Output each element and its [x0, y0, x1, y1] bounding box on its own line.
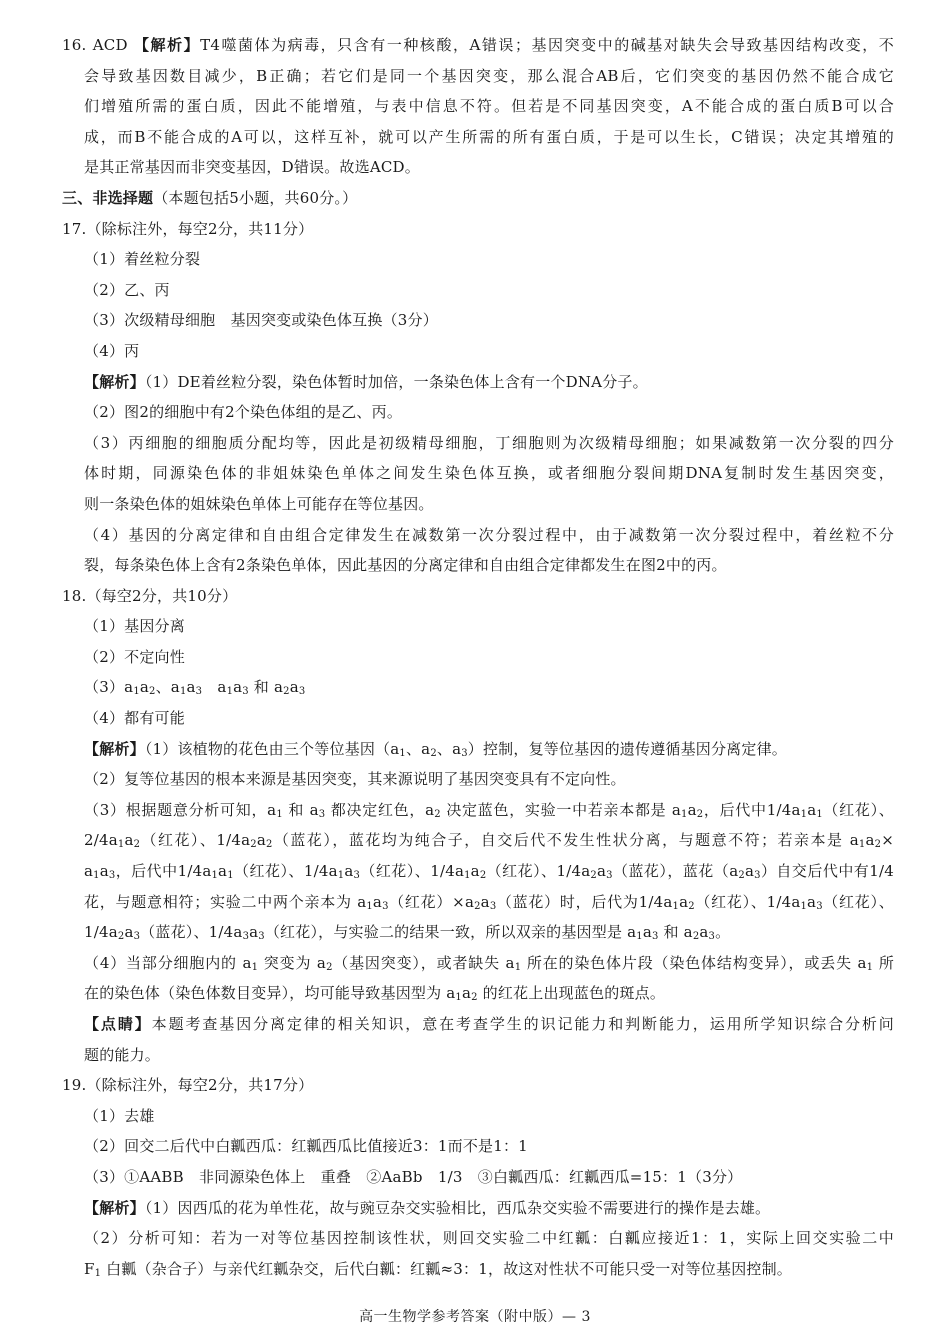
text-run: 、a: [436, 739, 462, 758]
bold-label: 【解析】: [134, 36, 201, 54]
text-line: [62, 1254, 894, 1285]
text-line: [62, 428, 894, 459]
text-run: （3）次级精母细胞 基因突变或染色体互换（3分）: [84, 311, 438, 330]
text-run: （红花）、: [822, 892, 894, 911]
text-run: 17.（除标注外，每空2分，共11分）: [62, 219, 314, 238]
subscript: 1: [227, 870, 234, 882]
text-run: 突变为 a: [258, 953, 327, 972]
text-line: [62, 1009, 894, 1040]
subscript: 1: [514, 961, 522, 973]
text-run: a: [249, 923, 259, 942]
text-line: [62, 1131, 894, 1162]
text-run: a: [289, 678, 299, 697]
subscript: 2: [434, 808, 441, 820]
text-run: （1）该植物的花色由三个等位基因（a: [144, 739, 400, 758]
text-line: [62, 61, 894, 92]
subscript: 1: [133, 686, 140, 698]
subscript: 3: [606, 870, 613, 882]
text-run: a: [744, 862, 755, 881]
text-line: [62, 458, 894, 489]
subscript: 1: [800, 808, 808, 820]
subscript: 3: [816, 900, 823, 912]
text-run: a: [807, 892, 817, 911]
text-run: a: [372, 892, 383, 911]
subscript: 1: [276, 808, 283, 820]
text-run: a: [687, 800, 697, 819]
text-run: 和 a: [658, 923, 693, 942]
subscript: 2: [133, 839, 141, 851]
text-run: （2）乙、丙: [84, 280, 170, 299]
text-run: （4）基因的分离定律和自由组合定律发生在减数第一次分裂过程中，由于减数第一次分裂过程中，着丝粒不分: [84, 525, 894, 544]
text-run: （1）去雄: [84, 1106, 155, 1125]
subscript: 2: [117, 931, 125, 943]
bold-label: 三、非选择题: [62, 188, 154, 207]
subscript: 3: [461, 747, 468, 759]
text-line: [62, 305, 894, 336]
text-run: （蓝花）时，后代为1/4a: [496, 892, 673, 911]
text-line: [62, 825, 894, 856]
text-run: a: [218, 862, 228, 881]
subscript: 1: [211, 870, 219, 882]
text-line: [62, 1193, 894, 1224]
text-line: [62, 978, 894, 1009]
text-run: 们增殖所需的蛋白质，因此不能增殖，与表中信息不符。但若是不同基因突变，A不能合成的蛋白质B可以合: [84, 97, 894, 116]
subscript: 1: [858, 839, 866, 851]
text-line: [62, 795, 894, 826]
text-run: ）自交后代中有1/4: [760, 862, 894, 881]
subscript: 1: [366, 900, 373, 912]
answer-page: [62, 30, 894, 1284]
subscript: 2: [283, 686, 290, 698]
text-line: [62, 489, 894, 520]
text-run: 所: [873, 953, 894, 972]
subscript: 1: [337, 870, 345, 882]
text-run: 体时期，同源染色体的非姐妹染色单体之间发生染色体互换，或者细胞分裂间期DNA复制时发生基因突变，: [84, 464, 894, 483]
text-line: [62, 244, 894, 275]
subscript: 3: [708, 931, 716, 943]
text-run: 的红花上出现蓝色的斑点。: [477, 984, 666, 1003]
text-line: [62, 152, 894, 183]
subscript: 1: [251, 961, 259, 973]
text-line: [62, 30, 894, 61]
subscript: 3: [258, 931, 265, 943]
text-run: a: [344, 862, 354, 881]
bold-label: 【点睛】: [84, 1015, 152, 1033]
subscript: 3: [242, 686, 249, 698]
text-run: 白瓤（杂合子）与亲代红瓤杂交，后代白瓤：红瓤≈3：1，故这对性状不可能只受一对等位基因控制。: [101, 1259, 792, 1278]
text-run: F: [84, 1259, 95, 1278]
text-line: [62, 275, 894, 306]
subscript: 2: [688, 900, 695, 912]
text-line: [62, 734, 894, 765]
text-run: （1）DE着丝粒分裂，染色体暂时加倍，一条染色体上含有一个DNA分子。: [144, 372, 648, 391]
text-run: 本题考查基因分离定律的相关知识，意在考查学生的识记能力和判断能力，运用所学知识综合分析问: [151, 1015, 894, 1033]
text-run: 所在的染色体片段（染色体结构变异），或丢失 a: [521, 953, 867, 972]
text-run: a: [202, 678, 227, 697]
subscript: 2: [692, 931, 700, 943]
subscript: 1: [179, 686, 187, 698]
text-run: a: [596, 862, 607, 881]
text-line: [62, 856, 894, 887]
subscript: 2: [696, 808, 704, 820]
text-run: ，后代中1/4a: [115, 862, 212, 881]
text-run: 在的染色体（染色体数目变异），均可能导致基因型为 a: [84, 984, 456, 1003]
text-run: （红花）、1/4a: [360, 862, 465, 881]
text-run: （2）回交二后代中白瓤西瓜：红瓤西瓜比值接近3：1而不是1：1: [84, 1137, 528, 1156]
text-line: [62, 183, 894, 214]
text-line: [62, 581, 894, 612]
text-line: [62, 336, 894, 367]
text-run: （3）根据题意分析可知，a: [84, 800, 277, 819]
text-run: （红花）、1/4a: [694, 892, 801, 911]
subscript: 1: [681, 808, 688, 820]
text-run: （2）分析可知：若为一对等位基因控制该性状，则回交实验二中红瓤：白瓤应接近1：1，实际上回交实验二中: [84, 1229, 894, 1248]
text-run: 都决定红色，a: [325, 800, 435, 819]
text-run: （基因突变），或者缺失 a: [332, 953, 515, 972]
text-run: （红花）、: [822, 800, 894, 819]
text-line: [62, 122, 894, 153]
text-line: [62, 1223, 894, 1254]
subscript: 1: [636, 931, 643, 943]
text-run: ）控制，复等位基因的遗传遵循基因分离定律。: [467, 739, 787, 758]
text-run: a: [124, 678, 134, 697]
text-run: （4）都有可能: [84, 709, 185, 728]
text-run: （红花）、1/4a: [486, 862, 591, 881]
text-run: a: [480, 892, 490, 911]
text-line: [62, 917, 894, 948]
text-line: [62, 703, 894, 734]
text-run: （3）: [84, 678, 125, 697]
text-run: （2）复等位基因的根本来源是基因突变，其来源说明了基因突变具有不定向性。: [84, 770, 626, 789]
text-run: a: [186, 678, 196, 697]
text-run: （4）丙: [84, 341, 140, 360]
text-run: 18.（每空2分，共10分）: [62, 586, 238, 605]
subscript: 1: [94, 1267, 102, 1279]
subscript: 1: [464, 870, 471, 882]
text-run: 1/4a: [84, 923, 118, 942]
subscript: 3: [489, 900, 497, 912]
text-run: a: [256, 831, 267, 850]
subscript: 3: [382, 900, 389, 912]
text-run: （蓝花），蓝花（a: [612, 862, 739, 881]
text-run: 。: [715, 923, 731, 942]
text-run: a: [139, 678, 150, 697]
subscript: 1: [399, 747, 406, 759]
text-run: ×: [881, 831, 894, 850]
subscript: 3: [133, 931, 141, 943]
subscript: 1: [816, 808, 823, 820]
subscript: 3: [651, 931, 659, 943]
text-line: [62, 1040, 894, 1071]
text-run: a: [699, 923, 709, 942]
subscript: 2: [250, 839, 257, 851]
bold-label: 【解析】: [84, 739, 145, 758]
text-run: 、a: [405, 739, 431, 758]
subscript: 2: [266, 839, 273, 851]
subscript: 2: [738, 870, 745, 882]
text-run: （1）着丝粒分裂: [84, 250, 201, 269]
text-line: [62, 91, 894, 122]
text-run: （红花），与实验二的结果一致，所以双亲的基因型是 a: [264, 923, 637, 942]
text-run: 决定蓝色，实验一中若亲本都是 a: [440, 800, 682, 819]
text-line: [62, 672, 894, 703]
subscript: 3: [298, 686, 306, 698]
subscript: 2: [471, 992, 478, 1004]
text-run: （3）丙细胞的细胞质分配均等，因此是初级精母细胞，丁细胞则为次级精母细胞；如果减数第一次分裂的四分: [84, 433, 894, 452]
subscript: 3: [242, 931, 250, 943]
text-line: [62, 1162, 894, 1193]
subscript: 2: [149, 686, 156, 698]
text-line: [62, 1101, 894, 1132]
subscript: 3: [195, 686, 203, 698]
text-run: （蓝花），蓝花均为纯合子，自交后代不发生性状分离，与题意不符；若亲本是 a: [272, 831, 859, 850]
text-run: a: [865, 831, 875, 850]
bold-label: 【解析】: [84, 1198, 145, 1217]
text-run: （1）基因分离: [84, 617, 185, 636]
text-run: 花，与题意相符；实验二中两个亲本为 a: [84, 892, 367, 911]
text-run: （本题包括5小题，共60分。）: [153, 188, 358, 207]
text-line: [62, 887, 894, 918]
subscript: 2: [326, 961, 333, 973]
text-run: 16. ACD: [62, 36, 135, 54]
text-run: 19.（除标注外，每空2分，共17分）: [62, 1076, 314, 1095]
text-run: a: [470, 862, 480, 881]
text-run: T4噬菌体为病毒，只含有一种核酸，A错误；基因突变中的碱基对缺失会导致基因结构改变，不: [200, 36, 894, 54]
text-line: [62, 367, 894, 398]
text-run: 2/4a: [84, 831, 118, 850]
subscript: 1: [93, 870, 100, 882]
subscript: 2: [590, 870, 597, 882]
text-run: （红花）、1/4a: [233, 862, 338, 881]
text-run: 会导致基因数目减少，B正确；若它们是同一个基因突变，那么混合AB后，它们突变的基因仍然不能合成它: [84, 66, 894, 85]
text-line: [62, 764, 894, 795]
bold-label: 【解析】: [84, 372, 145, 391]
text-run: a: [124, 923, 134, 942]
subscript: 2: [430, 747, 437, 759]
text-run: a: [84, 862, 94, 881]
text-run: 裂，每条染色体上含有2条染色单体，因此基因的分离定律和自由组合定律都发生在图2中的丙。: [84, 556, 727, 575]
subscript: 3: [108, 870, 116, 882]
text-run: （3）①AABB 非同源染色体上 重叠 ②AaBb 1/3 ③白瓤西瓜：红瓤西瓜=15：1（3分）: [84, 1167, 743, 1186]
subscript: 3: [353, 870, 361, 882]
text-run: a: [233, 678, 243, 697]
text-run: a: [124, 831, 134, 850]
text-run: ，后代中1/4a: [703, 800, 801, 819]
subscript: 1: [455, 992, 462, 1004]
text-line: [62, 948, 894, 979]
text-run: （4）当部分细胞内的 a: [84, 953, 252, 972]
text-run: （红花）、1/4a: [140, 831, 251, 850]
text-line: [62, 642, 894, 673]
text-run: （1）因西瓜的花为单性花，故与豌豆杂交实验相比，西瓜杂交实验不需要进行的操作是去雄。: [144, 1198, 771, 1217]
text-run: （2）图2的细胞中有2个染色体组的是乙、丙。: [84, 403, 403, 422]
subscript: 1: [866, 961, 874, 973]
text-run: 是其正常基因而非突变基因，D错误。故选ACD。: [84, 158, 420, 177]
text-line: [62, 214, 894, 245]
text-run: a: [461, 984, 472, 1003]
text-run: a: [679, 892, 689, 911]
text-run: a: [99, 862, 109, 881]
subscript: 1: [800, 900, 808, 912]
text-run: （2）不定向性: [84, 647, 185, 666]
page-footer: 高一生物学参考答案（附中版）— 3: [359, 1309, 591, 1325]
subscript: 3: [754, 870, 761, 882]
text-run: 题的能力。: [84, 1045, 161, 1064]
text-run: 和 a: [282, 800, 319, 819]
text-run: 和 a: [248, 678, 284, 697]
text-line: [62, 397, 894, 428]
text-line: [62, 550, 894, 581]
subscript: 1: [672, 900, 680, 912]
subscript: 1: [117, 839, 125, 851]
text-line: [62, 1070, 894, 1101]
text-run: （红花）×a: [388, 892, 475, 911]
subscript: 1: [226, 686, 234, 698]
subscript: 2: [479, 870, 487, 882]
text-run: 、a: [155, 678, 180, 697]
subscript: 2: [874, 839, 882, 851]
text-run: 成，而B不能合成的A可以，这样互补，就可以产生所需的所有蛋白质，于是可以生长，C错误；决定其增殖的: [84, 127, 894, 146]
text-run: a: [807, 800, 817, 819]
text-run: a: [642, 923, 652, 942]
subscript: 3: [318, 808, 326, 820]
subscript: 2: [474, 900, 481, 912]
text-line: [62, 520, 894, 551]
text-run: 则一条染色体的姐妹染色单体上可能存在等位基因。: [84, 494, 434, 513]
text-run: （蓝花）、1/4a: [140, 923, 243, 942]
text-line: [62, 611, 894, 642]
